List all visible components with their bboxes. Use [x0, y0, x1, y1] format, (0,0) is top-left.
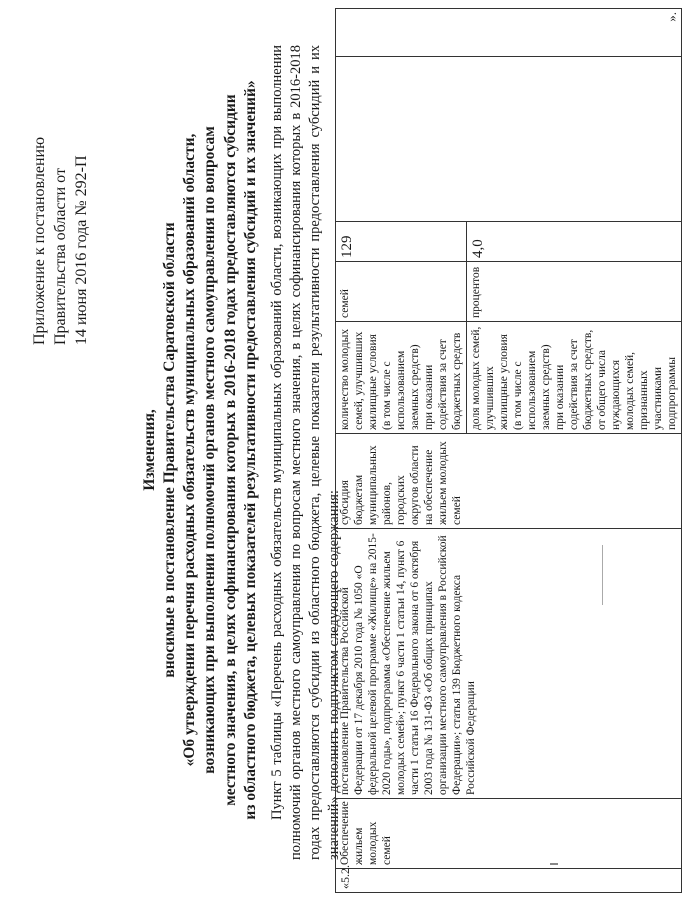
empty-cell	[336, 57, 682, 222]
obligation-cell: Обеспечение жильем молодых семей	[336, 799, 682, 869]
scan-artifact	[602, 545, 603, 605]
annex-line-1: Приложение к постановлению	[31, 136, 48, 345]
value-2-cell: 4,0	[467, 222, 682, 262]
heading-line-1: Изменения,	[141, 409, 158, 491]
body-paragraph: Пункт 5 таблицы «Перечень расходных обязательств муниципальных образований области, возникающих при выполнении полномочий органов местного самоуправления по вопросам местного значения, в целях софинансирования которых в 2016-2018 годах предоставляются субсидии из областного бюджета, целевые показатели результативности предоставления субсидий и их значений» дополнить подпунктом следующего содержания:	[269, 45, 343, 860]
legal-basis-cell: постановление Правительства Российской Федерации от 17 декабря 2010 года № 1050 «О федеральной целевой программе «Жилище» на 2015-2020 годы», подпрограмма «Обеспечение жильем молодых семей»; пункт 6 части 1 статьи 14, пункт 6 части 1 статьи 16 Федерального закона от 6 октября 2003 года № 131-ФЗ «Об общих принципах организации местного самоуправления в Российской Федерации»; статья 139 Бюджетного кодекса Российской Федерации	[336, 529, 682, 799]
closing-cell	[336, 9, 682, 57]
heading-line-4: возникающих при выполнении полномочий органов местного самоуправления по вопросам	[201, 126, 219, 774]
subsidy-cell: субсидия бюджетам муниципальных районов, городских округов области на обеспечение жильем молодых семей	[336, 434, 682, 529]
heading-line-6: из областного бюджета, целевых показателей результативности предоставления субсидий и их значений»	[241, 80, 259, 820]
indicator-2-cell: доля молодых семей, улучшивших жилищные условия (в том числе с использованием заемных средств) при оказании содействия за счет бюджетных средств, от общего числа нуждающихся молодых семей, признанных участниками подпрограммы	[467, 322, 682, 434]
amendment-table	[335, 8, 682, 893]
annex-line-3: 14 июня 2016 года № 292-П	[72, 155, 90, 345]
heading-line-3: «Об утверждении перечня расходных обязательств муниципальных образований области,	[181, 133, 199, 767]
table-row	[336, 9, 467, 893]
row-number-cell: «5.2.	[336, 869, 682, 893]
unit-1-cell: семей	[336, 262, 467, 322]
closing-mark: ».	[663, 12, 679, 22]
annex-note	[30, 25, 92, 345]
heading-line-2: вносимые в постановление Правительства Саратовской области	[161, 222, 179, 678]
unit-2-cell: процентов	[467, 262, 682, 322]
scan-artifact	[550, 863, 558, 865]
value-1-cell: 129	[336, 222, 467, 262]
annex-line-2: Правительства области от	[51, 168, 69, 345]
heading-line-5: местного значения, в целях софинансирования которых в 2016-2018 годах предоставляются субсидии	[221, 94, 239, 806]
document-heading	[140, 55, 261, 845]
indicator-1-cell: количество молодых семей, улучшивших жилищные условия (в том числе с использованием заемных средств) при оказании содействия за счет бюджетных средств	[336, 322, 467, 434]
